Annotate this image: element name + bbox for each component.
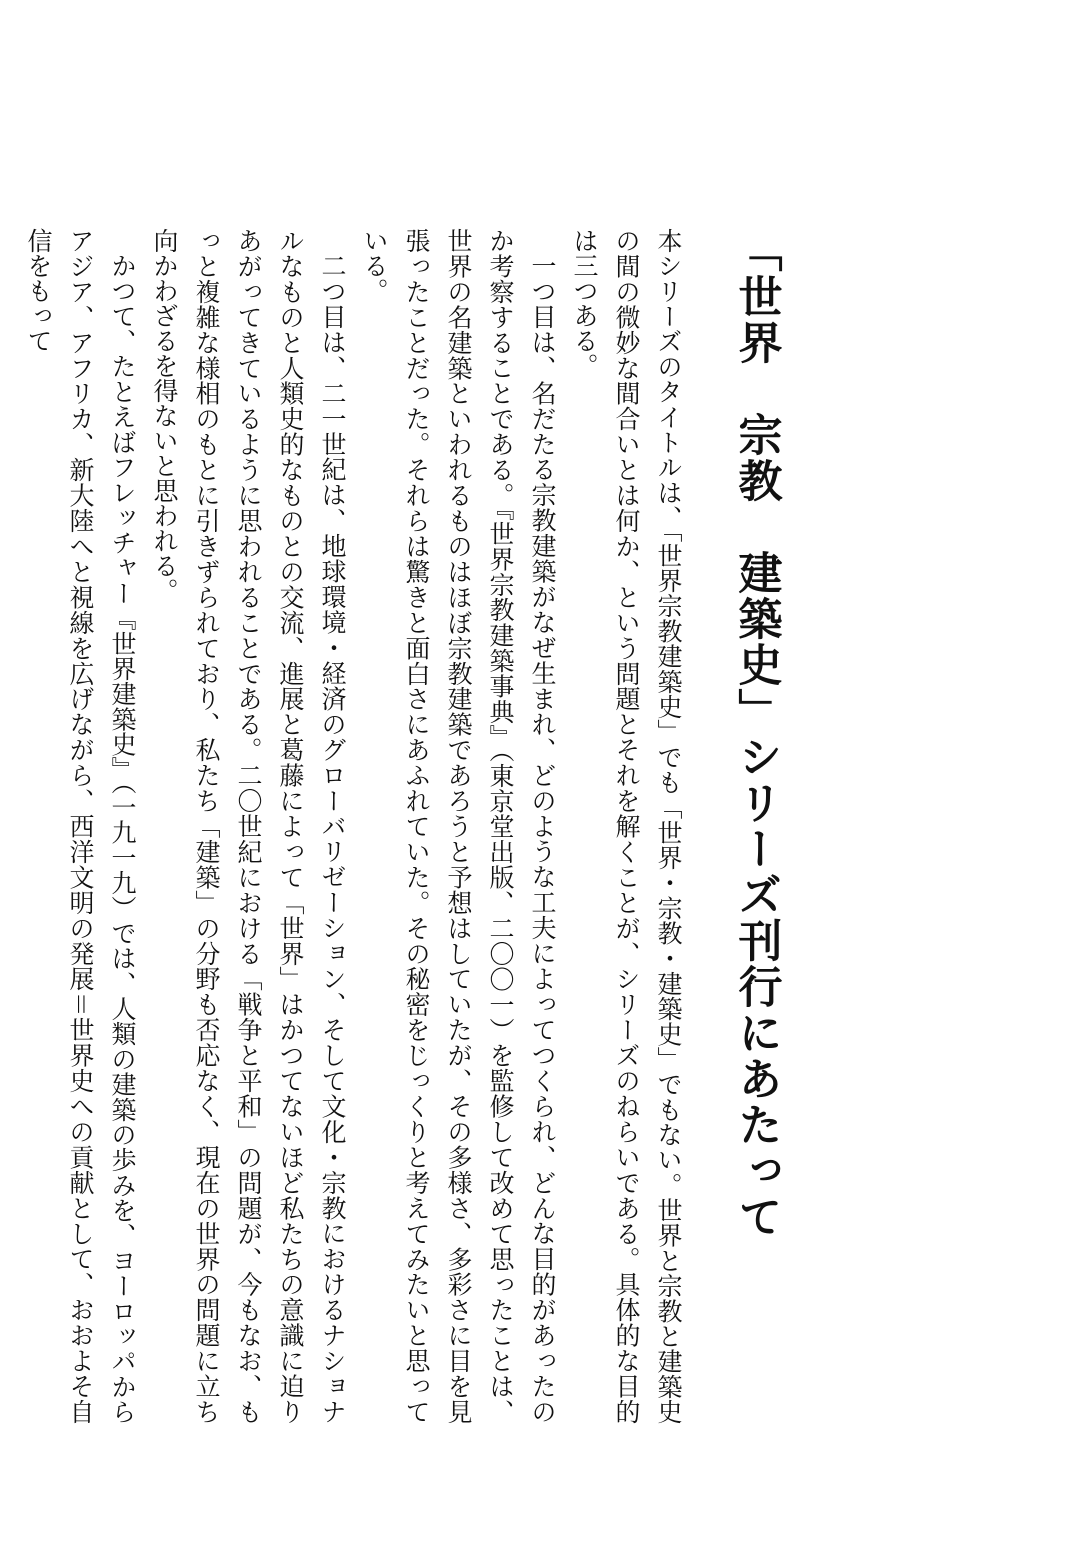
paragraph-1: 本シリーズのタイトルは、「世界宗教建築史」でも「世界・宗教・建築史」でもない。世界と宗教と建築史の間の微妙な間合いとは何か、という問題とそれを解くことが、シリーズのねらいである。具体的な目的は三つある。 [570,228,683,1424]
paragraph-2: 一つ目は、名だたる宗教建築がなぜ生まれ、どのような工夫によってつくられ、どんな目的があったのか考察することである。『世界宗教建築事典』（東京堂出版、二〇〇一）を監修して改めて思ったことは、世界の名建築といわれるものはほぼ宗教建築であろうと予想はしていたが、その多様さ、多彩さに目を見張ったことだった。それらは驚きと面白さにあふれていた。その秘密をじっくりと考えてみたいと思っている。 [360,228,557,1425]
page-title: 「世界 宗教 建築史」シリーズ刊行にあたって [730,228,782,1240]
body-text [24,228,689,1425]
paragraph-3: 二つ目は、二一世紀は、地球環境・経済のグローバリゼーション、そして文化・宗教におけるナショナルなものと人類史的なものとの交流、進展と葛藤によって「世界」はかつてないほど私たちの意識に迫りあがってきているように思われることである。二〇世紀における「戦争と平和」の問題が、今もなお、もっと複雑な様相のもとに引きずられており、私たち「建築」の分野も否応なく、現在の世界の問題に立ち向かわざるを得ないと思われる。 [150,228,347,1425]
paragraph-4: かつて、たとえばフレッチャー『世界建築史』（一九一九）では、人類の建築の歩みを、ヨーロッパからアジア、アフリカ、新大陸へと視線を広げながら、西洋文明の発展＝世界史への貢献として、おおよそ自信をもって [24,228,137,1424]
